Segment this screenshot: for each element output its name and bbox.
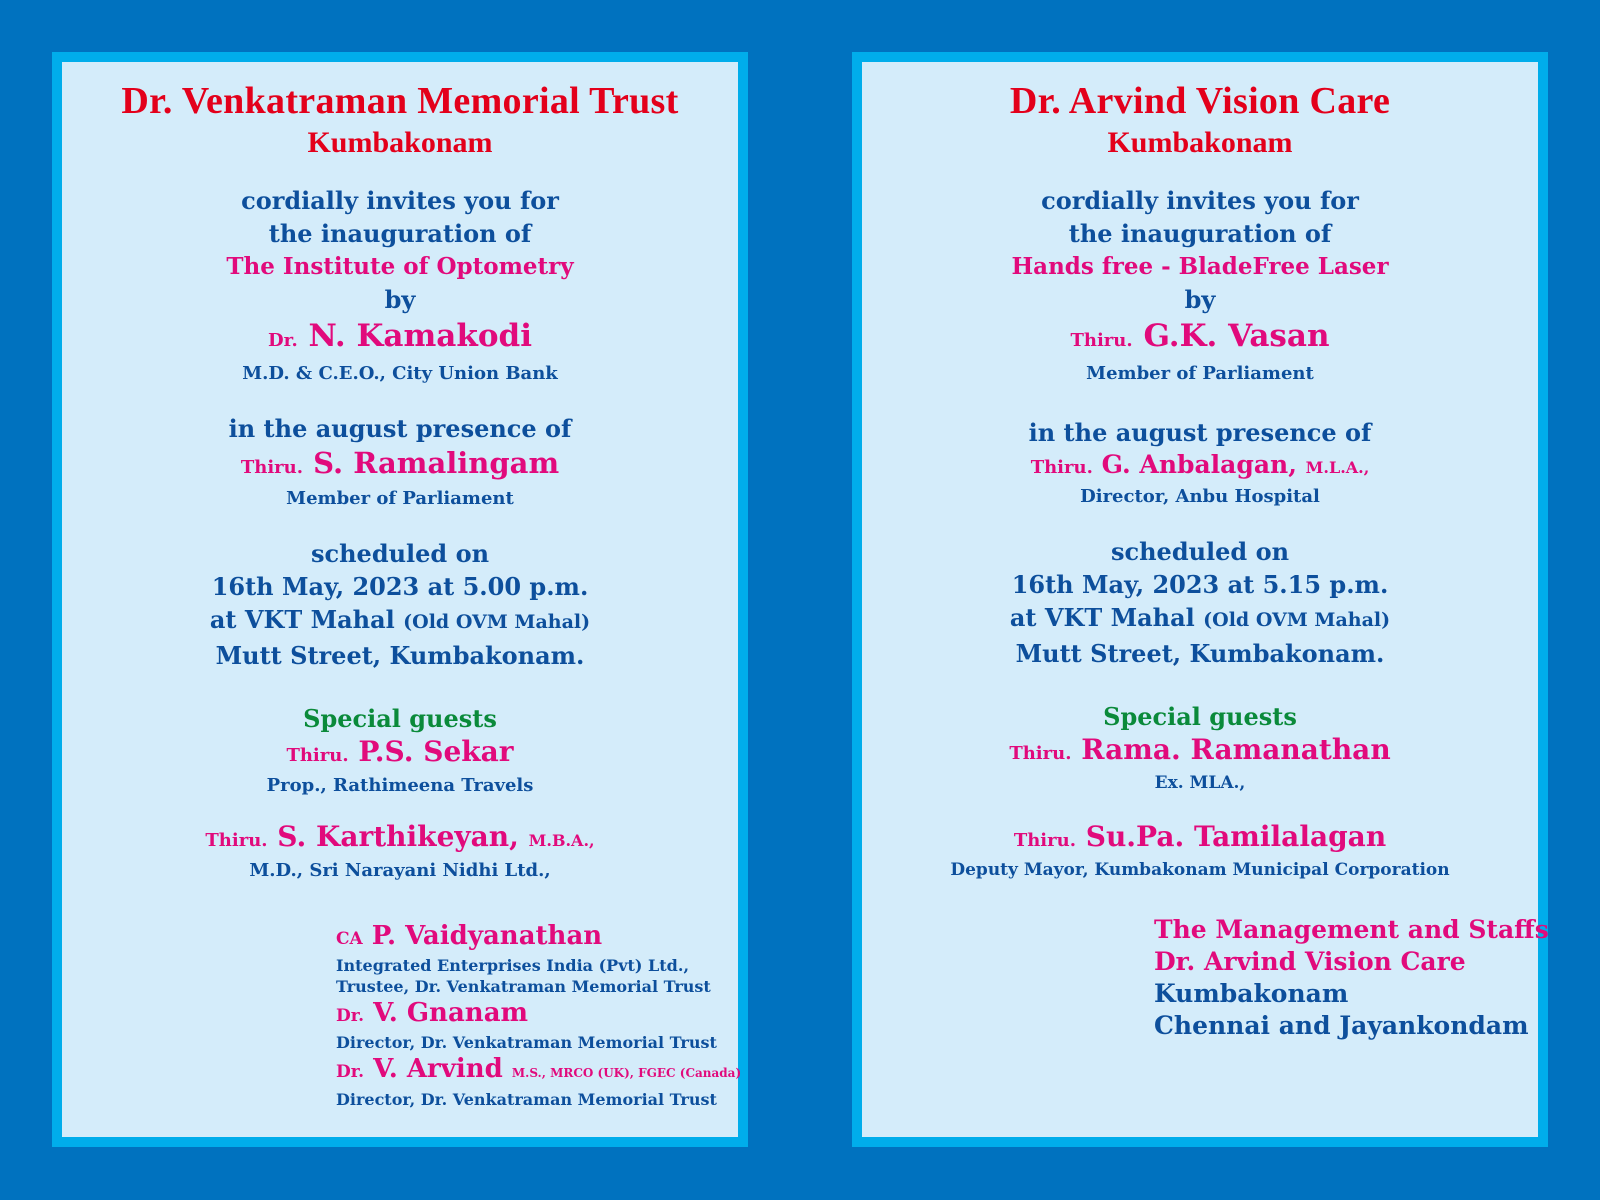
chief-guest-role: Member of Parliament (1086, 363, 1314, 384)
presiding-guest-fullname: S. Ramalingam (313, 446, 560, 480)
event-name: Hands free - BladeFree Laser (1011, 253, 1389, 280)
schedule-venue (62, 603, 738, 639)
chief-guest-prefix: Thiru. (1070, 330, 1133, 351)
special-guest-prefix: Thiru. (286, 745, 349, 766)
right-invitation-card (862, 62, 1549, 1137)
host-name (336, 920, 741, 955)
chief-guest-fullname: G.K. Vasan (1143, 318, 1330, 354)
footer-line-2: Dr. Arvind Vision Care (1154, 947, 1466, 976)
venue-name: at VKT Mahal (209, 605, 395, 634)
chief-guest-role: M.D. & C.E.O., City Union Bank (242, 363, 558, 384)
special-guest-fullname: P.S. Sekar (358, 735, 514, 768)
organizer-footer (1154, 914, 1549, 1042)
special-guest-prefix: Thiru. (1013, 830, 1076, 851)
schedule-label: scheduled on (310, 539, 490, 568)
invitation-subtitle: Kumbakonam (307, 126, 493, 159)
presiding-guest-prefix: Thiru. (1030, 457, 1093, 478)
special-guest-suffix: M.B.A., (528, 831, 595, 850)
intro-line-1: cordially invites you for (241, 186, 559, 215)
right-invitation-body (862, 62, 1538, 883)
presiding-guest-name (62, 445, 738, 486)
host-role-line-1: Director, Dr. Venkatraman Memorial Trust (336, 1033, 717, 1052)
presiding-guest-role: Member of Parliament (286, 488, 514, 509)
schedule-address: Mutt Street, Kumbakonam. (215, 641, 585, 670)
special-guest-name (862, 733, 1538, 771)
host-role-line-1: Integrated Enterprises India (Pvt) Ltd., (336, 956, 690, 975)
invitation-subtitle: Kumbakonam (1107, 126, 1293, 159)
by-label: by (1184, 285, 1216, 314)
host-prefix: CA (336, 929, 363, 949)
schedule-datetime: 16th May, 2023 at 5.00 p.m. (211, 572, 589, 601)
special-guest-role: Deputy Mayor, Kumbakonam Municipal Corporation (950, 860, 1450, 880)
special-guests-heading: Special guests (1103, 702, 1297, 731)
special-guests-heading: Special guests (303, 704, 497, 733)
host-role-line-2: Trustee, Dr. Venkatraman Memorial Trust (336, 977, 711, 996)
venue-note: (Old OVM Mahal) (403, 611, 591, 633)
special-guest-name (862, 820, 1538, 858)
left-invitation-frame (52, 52, 748, 1147)
schedule-address: Mutt Street, Kumbakonam. (1015, 639, 1385, 668)
footer-line-1: The Management and Staffs (1154, 915, 1549, 944)
special-guest-fullname: Rama. Ramanathan (1081, 733, 1391, 766)
right-invitation-frame (852, 52, 1548, 1147)
host-prefix: Dr. (336, 1062, 365, 1082)
special-guest-fullname: S. Karthikeyan, (277, 820, 519, 853)
by-label: by (384, 285, 416, 314)
presiding-guest-fullname: G. Anbalagan, (1101, 450, 1297, 479)
chief-guest-prefix: Dr. (268, 330, 298, 351)
venue-note: (Old OVM Mahal) (1203, 609, 1391, 631)
special-guest-prefix: Thiru. (205, 830, 268, 851)
hosts-list (336, 920, 741, 1110)
event-name: The Institute of Optometry (226, 253, 574, 280)
presence-label: in the august presence of (228, 414, 572, 443)
special-guest-name (62, 735, 738, 773)
special-guest-fullname: Su.Pa. Tamilalagan (1085, 820, 1387, 853)
left-invitation-body (62, 62, 738, 883)
schedule-label: scheduled on (1110, 537, 1290, 566)
host-fullname: V. Gnanam (373, 998, 529, 1028)
special-guest-name (62, 820, 738, 858)
host-fullname: V. Arvind (373, 1054, 503, 1084)
footer-line-3: Kumbakonam (1154, 979, 1349, 1008)
intro-line-2: the inauguration of (268, 219, 532, 248)
special-guest-role: M.D., Sri Narayani Nidhi Ltd., (249, 860, 551, 881)
schedule-datetime: 16th May, 2023 at 5.15 p.m. (1011, 570, 1389, 599)
invitation-title: Dr. Venkatraman Memorial Trust (121, 80, 679, 122)
intro-line-1: cordially invites you for (1041, 186, 1359, 215)
schedule-venue (862, 601, 1538, 637)
presiding-guest-prefix: Thiru. (240, 457, 304, 478)
presence-label: in the august presence of (1028, 418, 1372, 447)
host-fullname: P. Vaidyanathan (371, 921, 603, 951)
presiding-guest-name (862, 449, 1538, 484)
special-guest-prefix: Thiru. (1009, 743, 1072, 764)
host-prefix: Dr. (336, 1006, 365, 1026)
host-name (336, 997, 741, 1032)
special-guest-role: Prop., Rathimeena Travels (266, 775, 534, 796)
host-role-line-1: Director, Dr. Venkatraman Memorial Trust (336, 1090, 717, 1109)
presiding-guest-suffix: M.L.A., (1305, 458, 1370, 477)
chief-guest-name (62, 316, 738, 361)
invitation-title: Dr. Arvind Vision Care (1009, 80, 1391, 122)
chief-guest-name (862, 316, 1538, 361)
venue-name: at VKT Mahal (1009, 603, 1195, 632)
left-invitation-card (62, 62, 742, 1137)
chief-guest-fullname: N. Kamakodi (308, 318, 532, 354)
special-guest-role: Ex. MLA., (1154, 773, 1246, 793)
host-name (336, 1053, 741, 1089)
intro-line-2: the inauguration of (1068, 219, 1332, 248)
host-suffix: M.S., MRCO (UK), FGEC (Canada) (511, 1066, 742, 1080)
presiding-guest-role: Director, Anbu Hospital (1080, 486, 1320, 507)
footer-line-4: Chennai and Jayankondam (1154, 1011, 1529, 1040)
